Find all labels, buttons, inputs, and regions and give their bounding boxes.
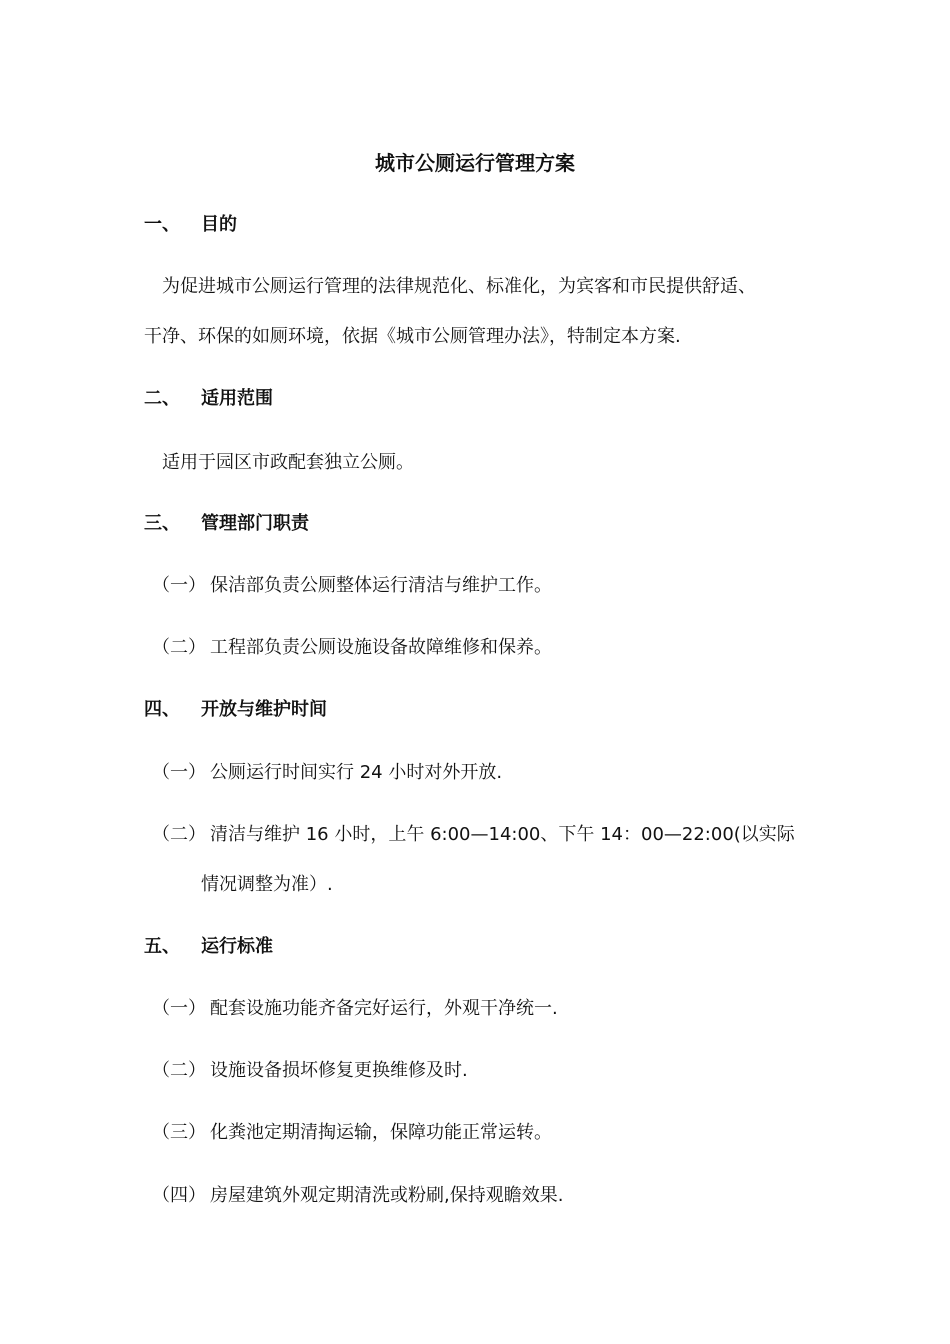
section-3-number: 三、 bbox=[144, 513, 180, 534]
section-4-item-2-continuation: 情况调整为准）. bbox=[201, 874, 333, 895]
section-5-item-3-text: 化粪池定期清掏运输，保障功能正常运转。 bbox=[210, 1122, 552, 1143]
section-2-heading: 适用范围 bbox=[201, 388, 273, 409]
section-4-item-1-text: 公厕运行时间实行 24 小时对外开放. bbox=[210, 762, 503, 783]
section-5-number: 五、 bbox=[144, 936, 180, 957]
section-2-number: 二、 bbox=[144, 388, 180, 409]
section-4-item-2-number: （二） bbox=[152, 824, 206, 845]
section-5-item-3-number: （三） bbox=[152, 1122, 206, 1143]
section-3-item-2-text: 工程部负责公厕设施设备故障维修和保养。 bbox=[210, 637, 552, 658]
section-4-heading: 开放与维护时间 bbox=[201, 699, 327, 720]
section-2-paragraph-line-1: 适用于园区市政配套独立公厕。 bbox=[162, 452, 414, 473]
section-5-item-2-number: （二） bbox=[152, 1060, 206, 1081]
section-5-item-1-number: （一） bbox=[152, 998, 206, 1019]
section-1-heading: 目的 bbox=[201, 214, 237, 235]
section-1-paragraph-line-1: 为促进城市公厕运行管理的法律规范化、标准化，为宾客和市民提供舒适、 bbox=[162, 276, 756, 297]
section-5-item-1-text: 配套设施功能齐备完好运行，外观干净统一. bbox=[210, 998, 558, 1019]
section-4-item-1-number: （一） bbox=[152, 762, 206, 783]
section-1-number: 一、 bbox=[144, 214, 180, 235]
section-5-item-2-text: 设施设备损坏修复更换维修及时. bbox=[210, 1060, 468, 1081]
section-1-paragraph-line-2: 干净、环保的如厕环境，依据《城市公厕管理办法》，特制定本方案. bbox=[144, 326, 681, 347]
section-5-heading: 运行标准 bbox=[201, 936, 273, 957]
section-5-item-4-text: 房屋建筑外观定期清洗或粉刷,保持观瞻效果. bbox=[210, 1185, 564, 1206]
section-3-item-2-number: （二） bbox=[152, 637, 206, 658]
section-4-item-2-text: 清洁与维护 16 小时，上午 6:00—14:00、下午 14：00—22:00(以实际 bbox=[210, 824, 795, 845]
section-3-item-1-text: 保洁部负责公厕整体运行清洁与维护工作。 bbox=[210, 575, 552, 596]
document-title: 城市公厕运行管理方案 bbox=[375, 151, 575, 175]
section-3-item-1-number: （一） bbox=[152, 575, 206, 596]
section-5-item-4-number: （四） bbox=[152, 1185, 206, 1206]
section-3-heading: 管理部门职责 bbox=[201, 513, 309, 534]
section-4-number: 四、 bbox=[144, 699, 180, 720]
